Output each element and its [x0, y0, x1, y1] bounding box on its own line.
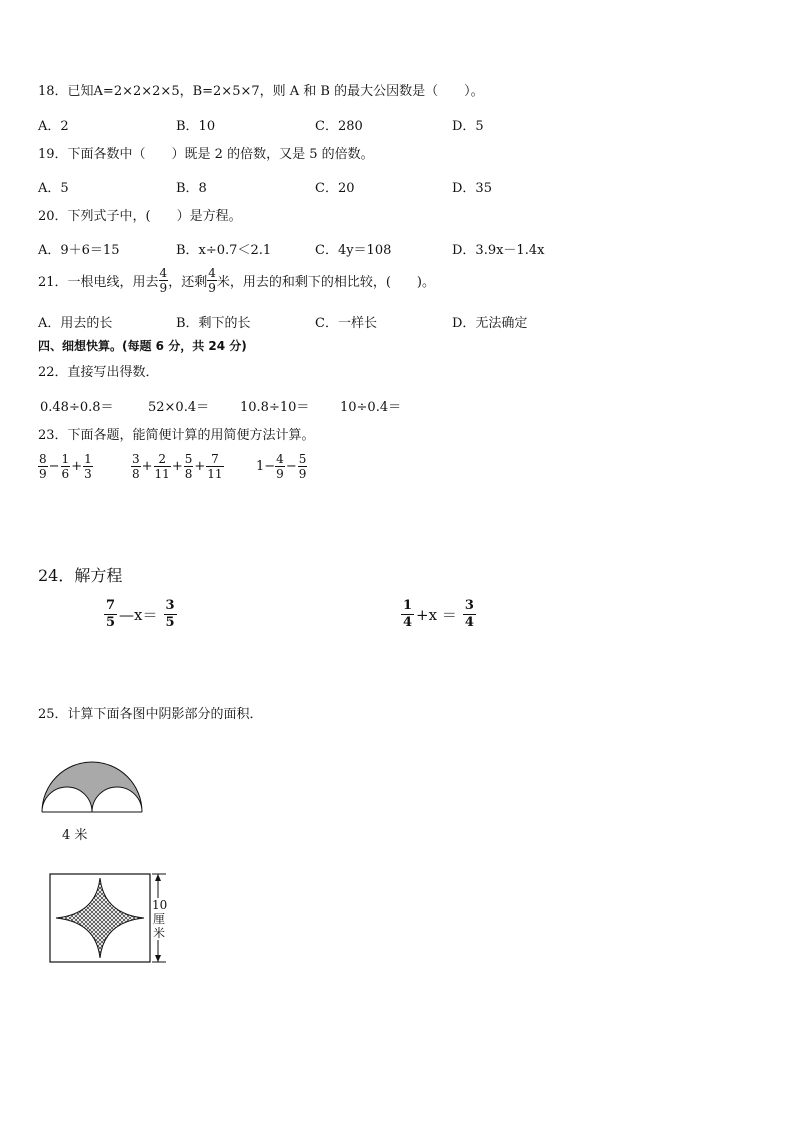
denominator: 4	[464, 615, 474, 630]
fraction	[206, 452, 223, 481]
numerator: 7	[106, 598, 116, 613]
label-part: 10	[152, 898, 168, 912]
q24-equation-2	[401, 598, 476, 631]
numerator: 4	[159, 266, 168, 280]
q21-suffix: 米，用去的和剩下的相比较，( )。	[216, 275, 435, 290]
section-heading: 四、细想快算。(每题 6 分，共 24 分)	[38, 339, 247, 353]
denominator: 8	[132, 467, 140, 481]
numerator: 5	[184, 452, 193, 466]
q20-option-a: A．9＋6＝15	[38, 243, 120, 258]
q22-item: 52×0.4＝	[148, 400, 210, 415]
q24-equation-1	[104, 598, 177, 631]
fraction	[463, 598, 476, 631]
numerator: 1	[61, 452, 70, 466]
fraction	[298, 452, 308, 481]
fraction	[83, 452, 93, 481]
shaded-region	[42, 762, 142, 812]
operator: +	[71, 459, 83, 474]
q23-expression-3	[256, 452, 307, 481]
question-19: 19．下面各数中（ ）既是 2 的倍数，又是 5 的倍数。	[38, 147, 374, 162]
question-18: 18．已知A=2×2×2×5，B=2×5×7，则 A 和 B 的最大公因数是（ ）。	[38, 84, 484, 99]
q18-option-a: A．2	[38, 119, 69, 134]
numerator: 1	[403, 598, 413, 613]
numerator: 1	[84, 452, 92, 466]
equation-middle: +x ＝	[416, 606, 457, 624]
arrow-down	[155, 955, 161, 962]
q23-expression-2	[131, 452, 224, 481]
figure-semicircle	[38, 740, 148, 820]
operator: −	[48, 459, 60, 474]
numerator: 3	[165, 598, 175, 613]
q22-item: 10÷0.4＝	[340, 400, 402, 415]
fraction	[61, 452, 71, 481]
operator: +	[194, 459, 206, 474]
question-25: 25．计算下面各图中阴影部分的面积．	[38, 707, 263, 722]
numerator: 3	[132, 452, 140, 466]
numerator: 4	[276, 452, 284, 466]
operator: −	[285, 459, 297, 474]
fraction	[38, 452, 48, 481]
q20-option-d: D．3.9x－1.4x	[452, 243, 545, 258]
denominator: 6	[61, 467, 70, 481]
q21-option-d: D．无法确定	[452, 316, 528, 331]
q21-fraction-remaining	[207, 266, 217, 295]
denominator: 4	[403, 615, 413, 630]
denominator: 11	[154, 467, 170, 481]
q19-option-a: A．5	[38, 181, 69, 196]
q22-item: 10.8÷10＝	[240, 400, 310, 415]
q18-option-c: C．280	[315, 119, 363, 134]
denominator: 9	[276, 467, 284, 481]
denominator: 9	[298, 467, 307, 481]
fraction	[184, 452, 194, 481]
question-21	[38, 266, 435, 295]
fraction	[275, 452, 285, 481]
numerator: 8	[39, 452, 47, 466]
arrow-up	[155, 874, 161, 881]
fraction	[164, 598, 177, 631]
fraction	[131, 452, 141, 481]
numerator: 4	[208, 266, 216, 280]
numerator: 2	[154, 452, 171, 467]
operator: +	[171, 459, 183, 474]
q21-option-a: A．用去的长	[38, 316, 113, 331]
numerator: 5	[298, 452, 307, 466]
denominator: 5	[165, 615, 175, 630]
q18-option-d: D．5	[452, 119, 484, 134]
denominator: 9	[159, 281, 168, 295]
denominator: 8	[184, 467, 193, 481]
leading-term: 1−	[256, 459, 276, 474]
denominator: 5	[106, 615, 116, 630]
figure-2-label	[152, 898, 166, 940]
label-part: 米	[152, 926, 165, 940]
denominator: 11	[207, 467, 223, 481]
q21-fraction-used	[159, 266, 169, 295]
label-part: 厘	[152, 912, 165, 926]
numerator: 7	[206, 452, 223, 467]
fraction	[401, 598, 414, 631]
q21-option-c: C．一样长	[315, 316, 377, 331]
figure-1-label: 4 米	[62, 828, 88, 843]
q21-middle: ，还剩	[168, 275, 208, 290]
fraction	[104, 598, 117, 631]
equation-middle: —x＝	[119, 606, 158, 624]
question-22: 22．直接写出得数．	[38, 365, 159, 380]
denominator: 9	[39, 467, 47, 481]
fraction	[154, 452, 171, 481]
q19-option-b: B．8	[176, 181, 207, 196]
denominator: 3	[84, 467, 92, 481]
q20-option-c: C．4y＝108	[315, 243, 392, 258]
q20-option-b: B．x÷0.7＜2.1	[176, 243, 272, 258]
question-20: 20．下列式子中，( ）是方程。	[38, 209, 242, 224]
q22-item: 0.48÷0.8＝	[40, 400, 114, 415]
question-23: 23．下面各题，能简便计算的用简便方法计算。	[38, 428, 315, 443]
q21-option-b: B．剩下的长	[176, 316, 251, 331]
q23-expression-1	[38, 452, 93, 481]
operator: +	[141, 459, 153, 474]
q21-prefix: 21．一根电线，用去	[38, 275, 159, 290]
q18-option-b: B．10	[176, 119, 216, 134]
q19-option-d: D．35	[452, 181, 492, 196]
denominator: 9	[208, 281, 216, 295]
q19-option-c: C．20	[315, 181, 355, 196]
question-24: 24．解方程	[38, 566, 123, 585]
numerator: 3	[464, 598, 474, 613]
